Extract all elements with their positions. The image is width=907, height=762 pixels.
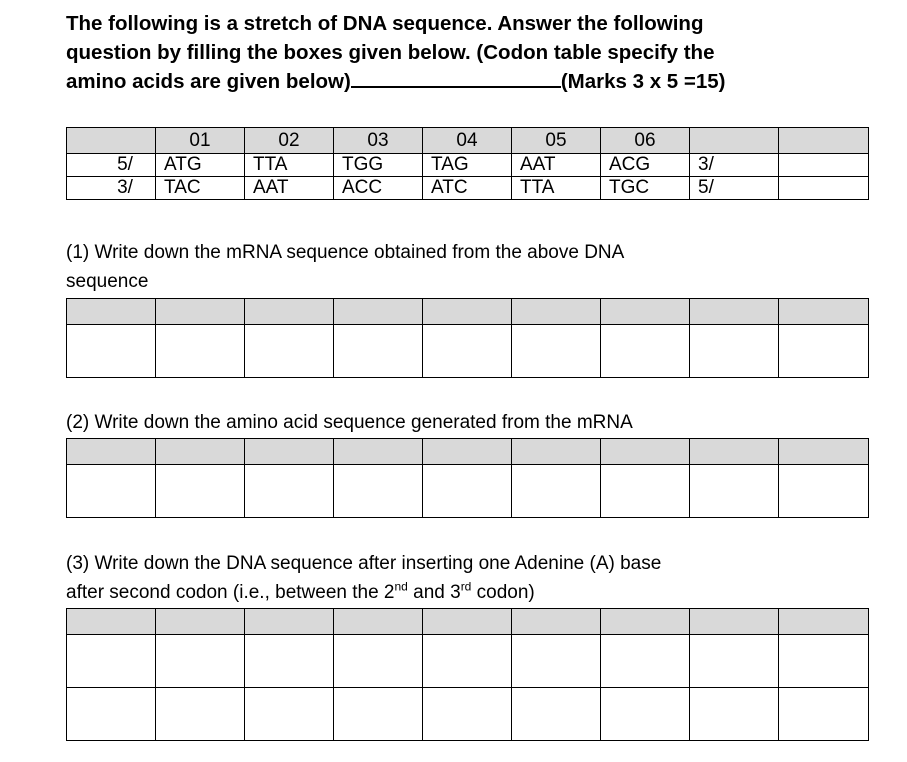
codon-cell: TAC (156, 177, 245, 200)
answer-box[interactable] (601, 635, 690, 688)
answer-header-cell (601, 609, 690, 635)
codon-cell: AAT (512, 154, 601, 177)
instructions-line-2: question by filling the boxes given below. (Codon table specify the (66, 41, 715, 64)
answer-header-cell (690, 439, 779, 465)
strand-end-label: 5/ (117, 154, 133, 175)
answer-row (67, 465, 869, 518)
answer-box[interactable] (779, 325, 869, 378)
codon-number: 05 (512, 128, 601, 154)
answer-header-cell (423, 609, 512, 635)
answer-header-cell (156, 439, 245, 465)
coding-strand-row (67, 154, 869, 177)
header-cell (779, 128, 869, 154)
answer-header-cell (245, 609, 334, 635)
answer-box[interactable] (690, 325, 779, 378)
answer-header-row (67, 609, 869, 635)
answer-header-cell (245, 299, 334, 325)
strand-end-label: 3/ (117, 177, 133, 198)
answer-box[interactable] (512, 688, 601, 741)
answer-blank-line[interactable] (351, 68, 561, 88)
answer-box[interactable] (690, 465, 779, 518)
answer-box[interactable] (423, 465, 512, 518)
answer-header-cell (512, 439, 601, 465)
answer-header-cell (779, 299, 869, 325)
empty-cell (779, 177, 869, 200)
answer-box[interactable] (156, 325, 245, 378)
answer-box[interactable] (245, 635, 334, 688)
answer-box[interactable] (601, 325, 690, 378)
answer-box[interactable] (67, 325, 156, 378)
answer-box[interactable] (245, 688, 334, 741)
answer-header-cell (601, 299, 690, 325)
codon-cell: ATG (156, 154, 245, 177)
codon-cell: TGG (334, 154, 423, 177)
answer-header-cell (601, 439, 690, 465)
answer-header-cell (690, 609, 779, 635)
answer-box[interactable] (334, 688, 423, 741)
answer-box[interactable] (67, 465, 156, 518)
template-strand-row (67, 177, 869, 200)
question-3 (66, 549, 846, 607)
answer-box[interactable] (601, 465, 690, 518)
answer-header-cell (245, 439, 334, 465)
answer-box[interactable] (245, 465, 334, 518)
question-3-text-a: after second codon (i.e., between the 2 (66, 582, 395, 603)
answer-header-cell (67, 299, 156, 325)
answer-header-cell (690, 299, 779, 325)
answer-box[interactable] (690, 635, 779, 688)
answer-box[interactable] (423, 325, 512, 378)
answer-box[interactable] (67, 688, 156, 741)
answer-header-cell (156, 609, 245, 635)
answer-box[interactable] (512, 465, 601, 518)
answer-header-row (67, 439, 869, 465)
instructions-line-1: The following is a stretch of DNA sequence. Answer the following (66, 12, 704, 35)
codon-cell: TTA (512, 177, 601, 200)
answer-box[interactable] (156, 688, 245, 741)
answer-header-cell (512, 609, 601, 635)
answer-box[interactable] (690, 688, 779, 741)
answer-header-cell (334, 439, 423, 465)
question-3-line-2 (66, 578, 846, 607)
codon-cell: AAT (245, 177, 334, 200)
instructions (66, 9, 846, 96)
ordinal-suffix: nd (394, 579, 408, 594)
answer-box[interactable] (334, 635, 423, 688)
amino-acid-answer-table (66, 438, 869, 518)
answer-header-cell (779, 609, 869, 635)
answer-box[interactable] (67, 635, 156, 688)
codon-number: 02 (245, 128, 334, 154)
codon-number: 03 (334, 128, 423, 154)
codon-cell: ATC (423, 177, 512, 200)
answer-box[interactable] (779, 635, 869, 688)
answer-box[interactable] (423, 688, 512, 741)
codon-number: 06 (601, 128, 690, 154)
codon-cell: ACC (334, 177, 423, 200)
mrna-answer-table (66, 298, 869, 378)
codon-number: 04 (423, 128, 512, 154)
header-cell (690, 128, 779, 154)
codon-cell: TAG (423, 154, 512, 177)
answer-box[interactable] (779, 688, 869, 741)
question-1-line-1: (1) Write down the mRNA sequence obtained from the above DNA (66, 242, 625, 263)
answer-box[interactable] (779, 465, 869, 518)
answer-header-cell (156, 299, 245, 325)
answer-header-cell (512, 299, 601, 325)
answer-header-cell (423, 439, 512, 465)
answer-box[interactable] (512, 635, 601, 688)
question-2-line-1: (2) Write down the amino acid sequence generated from the mRNA (66, 412, 633, 433)
answer-row (67, 688, 869, 741)
strand-cell (67, 177, 156, 200)
answer-box[interactable] (156, 635, 245, 688)
answer-header-row (67, 299, 869, 325)
codon-cell: TTA (245, 154, 334, 177)
question-1 (66, 238, 846, 296)
question-3-text-c: codon) (471, 582, 535, 603)
question-2 (66, 408, 846, 437)
answer-box[interactable] (156, 465, 245, 518)
codon-cell: ACG (601, 154, 690, 177)
codon-number-row (67, 128, 869, 154)
marks-label: (Marks 3 x 5 =15) (560, 70, 726, 93)
answer-header-cell (423, 299, 512, 325)
answer-header-cell (779, 439, 869, 465)
answer-header-cell (67, 439, 156, 465)
instructions-line-3-text: amino acids are given below) (66, 70, 351, 93)
codon-cell: TGC (601, 177, 690, 200)
answer-header-cell (334, 609, 423, 635)
strand-end-label: 5/ (690, 177, 779, 200)
dna-sequence-table (66, 127, 869, 200)
header-cell (67, 128, 156, 154)
empty-cell (779, 154, 869, 177)
mutated-dna-answer-table (66, 608, 869, 741)
question-1-line-2: sequence (66, 271, 149, 292)
answer-row (67, 635, 869, 688)
answer-box[interactable] (245, 325, 334, 378)
instructions-line-3 (66, 67, 846, 96)
answer-box[interactable] (423, 635, 512, 688)
codon-number: 01 (156, 128, 245, 154)
question-3-text-b: and 3 (407, 582, 461, 603)
answer-header-cell (67, 609, 156, 635)
strand-cell (67, 154, 156, 177)
answer-header-cell (334, 299, 423, 325)
question-3-line-1: (3) Write down the DNA sequence after inserting one Adenine (A) base (66, 553, 662, 574)
answer-box[interactable] (334, 465, 423, 518)
ordinal-suffix: rd (460, 579, 472, 594)
answer-box[interactable] (601, 688, 690, 741)
answer-row (67, 325, 869, 378)
answer-box[interactable] (334, 325, 423, 378)
answer-box[interactable] (512, 325, 601, 378)
strand-end-label: 3/ (690, 154, 779, 177)
